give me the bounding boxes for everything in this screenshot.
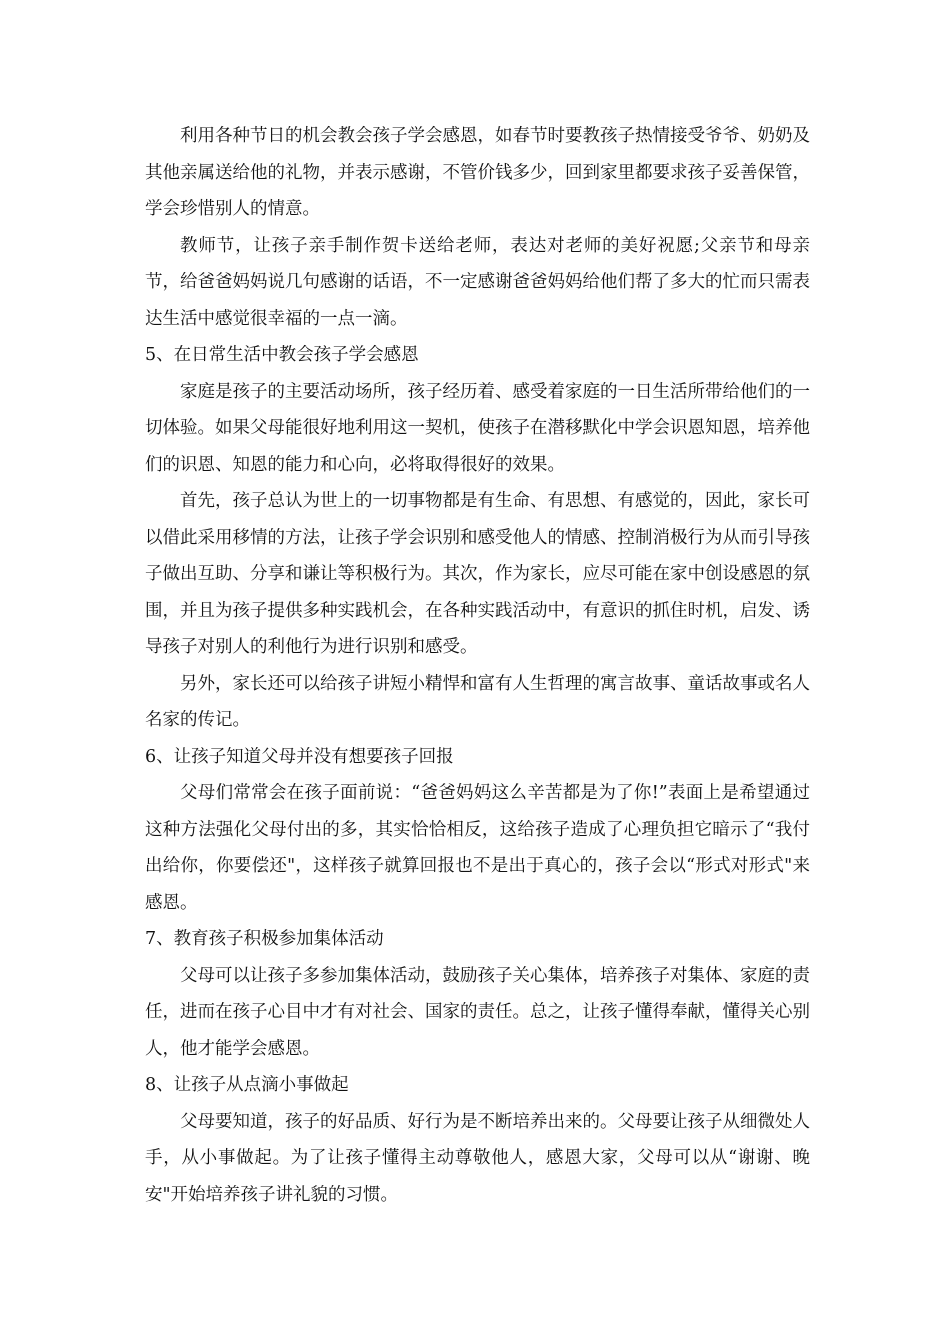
section-heading: 7、教育孩子积极参加集体活动: [145, 929, 384, 949]
document-page: [145, 118, 810, 1213]
paragraph: 利用各种节日的机会教会孩子学会感恩，如春节时要教孩子热情接受爷爷、奶奶及其他亲属送给他的礼物，并表示感谢，不管价钱多少，回到家里都要求孩子妥善保管，学会珍惜别人的情意。: [145, 126, 810, 219]
paragraph: 父母要知道，孩子的好品质、好行为是不断培养出来的。父母要让孩子从细微处人手，从小事做起。为了让孩子懂得主动尊敬他人，感恩大家，父母可以从“谢谢、晚安"开始培养孩子讲礼貌的习惯。: [145, 1111, 810, 1205]
paragraph: 教师节，让孩子亲手制作贺卡送给老师，表达对老师的美好祝愿;父亲节和母亲节，给爸爸妈妈说几句感谢的话语，不一定感谢爸爸妈妈给他们帮了多大的忙而只需表达生活中感觉很幸福的一点一滴。: [145, 235, 810, 329]
paragraph: 首先，孩子总认为世上的一切事物都是有生命、有思想、有感觉的，因此，家长可以借此采用移情的方法，让孩子学会识别和感受他人的情感、控制消极行为从而引导孩子做出互助、分享和谦让等积极行为。其次，作为家长，应尽可能在家中创设感恩的氛围，并且为孩子提供多种实践机会，在各种实践活动中，有意识的抓住时机，启发、诱导孩子对别人的利他行为进行识别和感受。: [145, 491, 810, 657]
paragraph: 家庭是孩子的主要活动场所，孩子经历着、感受着家庭的一日生活所带给他们的一切体验。如果父母能很好地利用这一契机，使孩子在潜移默化中学会识恩知恩，培养他们的识恩、知恩的能力和心向，必将取得很好的效果。: [145, 381, 810, 475]
section-heading: 8、让孩子从点滴小事做起: [145, 1075, 349, 1095]
paragraph: 父母们常常会在孩子面前说：“爸爸妈妈这么辛苦都是为了你!”表面上是希望通过这种方法强化父母付出的多，其实恰恰相反，这给孩子造成了心理负担它暗示了“我付出给你，你要偿还"，这样孩子就算回报也不是出于真心的，孩子会以“形式对形式"来感恩。: [145, 783, 810, 913]
paragraph: 父母可以让孩子多参加集体活动，鼓励孩子关心集体，培养孩子对集体、家庭的责任，进而在孩子心目中才有对社会、国家的责任。总之，让孩子懂得奉献，懂得关心别人，他才能学会感恩。: [145, 965, 810, 1059]
section-heading: 5、在日常生活中教会孩子学会感恩: [145, 345, 419, 365]
paragraph: 另外，家长还可以给孩子讲短小精悍和富有人生哲理的寓言故事、童话故事或名人名家的传记。: [145, 673, 810, 730]
section-heading: 6、让孩子知道父母并没有想要孩子回报: [145, 746, 454, 767]
